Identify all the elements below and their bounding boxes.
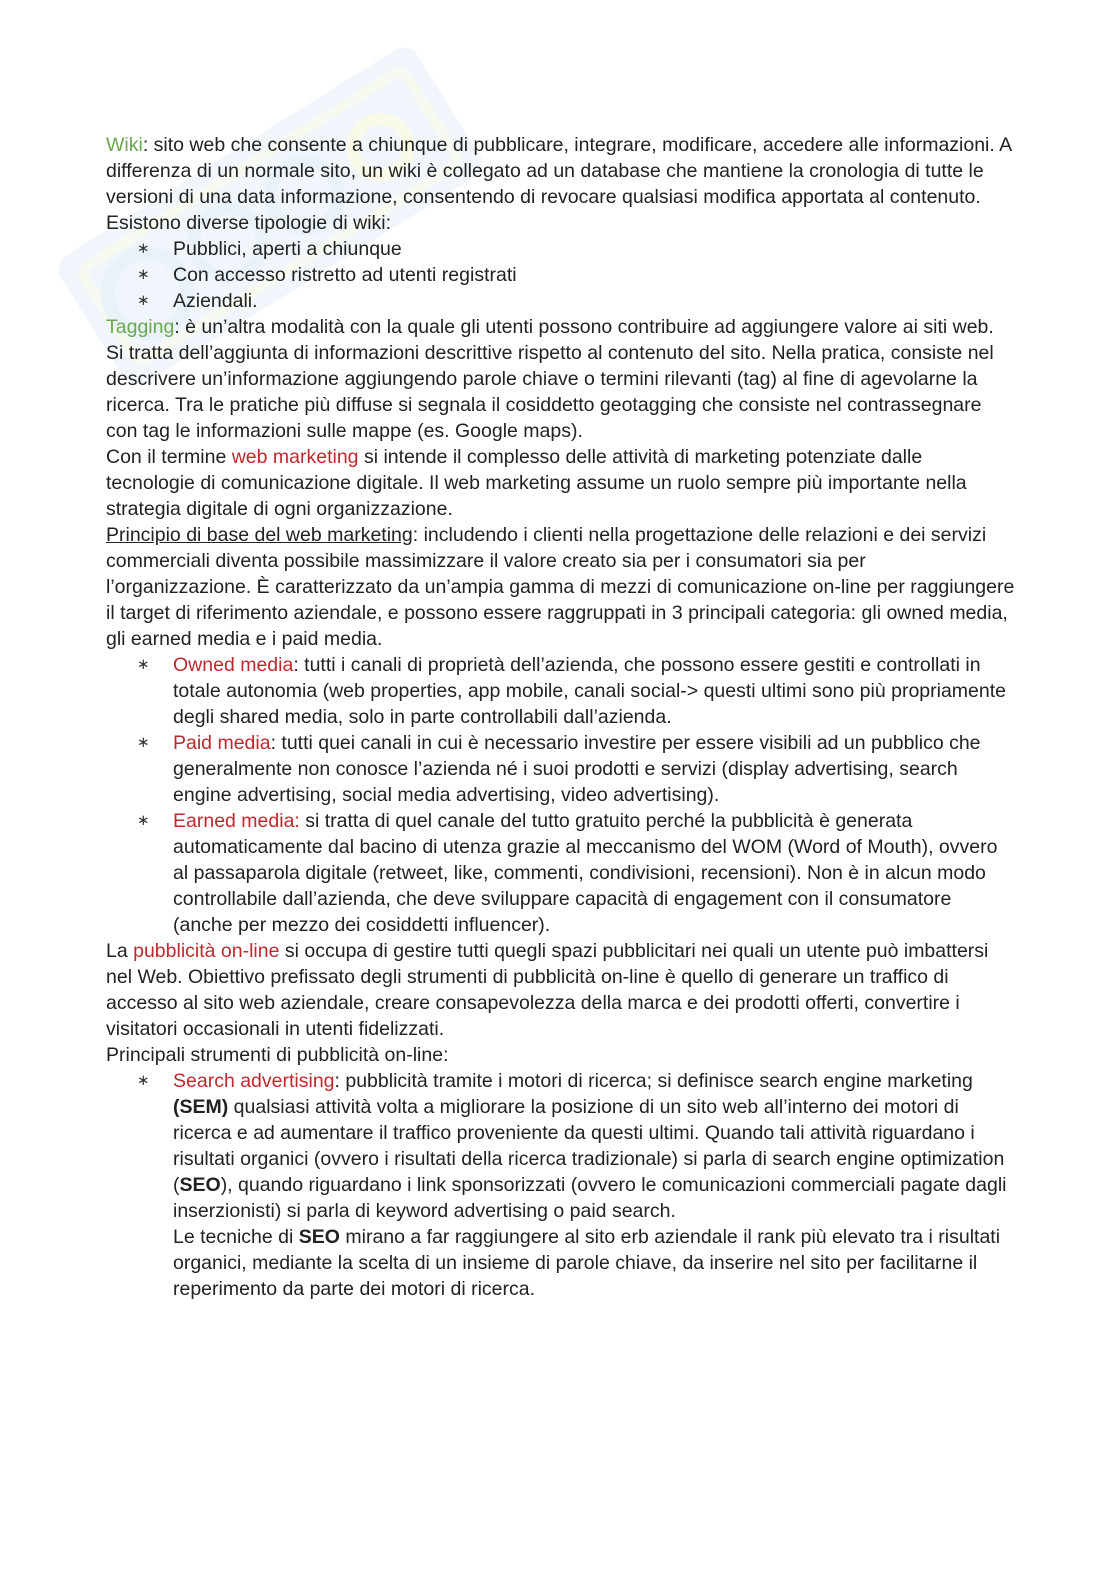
earned-media-text: si tratta di quel canale del tutto gratuito perché la pubblicità è generata automaticamente dal bacino di utenza grazie al meccanismo del WOM (Word of Mouth), ovvero al passaparola digitale (retweet, like, commenti, condivisioni, recensioni). Non è in alcun modo controllabile dall’azienda, che deve sviluppare capacità di engagement con il consumatore (anche per mezzo dei cosiddetti influencer). <box>173 810 998 936</box>
web-marketing-after: si intende il complesso delle attività di marketing potenziate dalle tecnologie di comunicazione digitale. Il web marketing assume un ruolo sempre più importante nella strategia digitale di ogni organizzazione. <box>106 446 967 520</box>
seo-techniques-before: Le tecniche di <box>173 1226 299 1248</box>
wiki-definition: : sito web che consente a chiunque di pubblicare, integrare, modificare, accedere alle informazioni. A differenza di un normale sito, un wiki è collegato ad un database che mantiene la cronologia di tutte le versioni di una data informazione, consentendo di revocare qualsiasi modifica apportata al contenuto. <box>106 134 1012 208</box>
pubblicita-paragraph <box>106 938 1016 1042</box>
list-item <box>173 730 1016 808</box>
seo-label: SEO <box>179 1174 221 1196</box>
media-list <box>106 652 1016 938</box>
principio-text: : includendo i clienti nella progettazione delle relazioni e dei servizi commerciali diventa possibile massimizzare il valore creato sia per i consumatori sia per l’organizzazione. È caratterizzato da un’ampia gamma di mezzi di comunicazione on-line per raggiungere il target di riferimento aziendale, e possono essere raggruppati in 3 principali categoria: gli owned media, gli earned media e i paid media. <box>106 524 1015 650</box>
pubblicita-after: si occupa di gestire tutti quegli spazi pubblicitari nei quali un utente può imbattersi nel Web. Obiettivo prefissato degli strumenti di pubblicità on-line è quello di generare un traffico di accesso al sito web aziendale, creare consapevolezza della marca e dei prodotti offerti, convertire i visitatori occasionali in utenti fidelizzati. <box>106 940 989 1040</box>
search-advertising-term: Search advertising <box>173 1070 335 1092</box>
list-item <box>173 652 1016 730</box>
search-advertising-text-1: : pubblicità tramite i motori di ricerca; si definisce search engine marketing <box>334 1070 973 1092</box>
paid-media-text: : tutti quei canali in cui è necessario investire per essere visibili ad un pubblico che generalmente non conosce l’azienda né i suoi prodotti e servizi (display advertising, search engine advertising, social media advertising, video advertising). <box>173 732 981 806</box>
web-marketing-before: Con il termine <box>106 446 232 468</box>
wiki-paragraph <box>106 132 1016 210</box>
web-marketing-paragraph <box>106 444 1016 522</box>
tagging-paragraph <box>106 314 1016 444</box>
principio-paragraph <box>106 522 1016 652</box>
seo-techniques-paragraph <box>173 1224 1016 1302</box>
tools-intro: Principali strumenti di pubblicità on-line: <box>106 1044 449 1066</box>
seo-techniques-after: mirano a far raggiungere al sito erb aziendale il rank più elevato tra i risultati organici, mediante la scelta di un insieme di parole chiave, da inserire nel sito per facilitarne il reperimento da parte dei motori di ricerca. <box>173 1226 1001 1300</box>
seo-label-2: SEO <box>298 1226 340 1248</box>
tagging-term: Tagging <box>106 316 175 338</box>
list-item: ∗ Aziendali. <box>173 288 1016 314</box>
list-item: ∗ Pubblici, aperti a chiunque <box>173 236 1016 262</box>
search-advertising-text-2: qualsiasi attività volta a migliorare la posizione di un sito web all’interno dei motori di ricerca e ad aumentare il traffico proveniente da questi ultimi. Quando tali attività riguardano i risultati organici (ovvero i risultati della ricerca tradizionale) si parla di search engine optimization ( <box>173 1096 1005 1196</box>
list-item <box>173 1068 1016 1302</box>
owned-media-text: : tutti i canali di proprietà dell’azienda, che possono essere gestiti e controllati in totale autonomia (web properties, app mobile, canali social-> questi ultimi sono più propriamente degli shared media, solo in parte controllabili dall’azienda. <box>173 654 1006 728</box>
wiki-term: Wiki <box>106 134 143 156</box>
web-marketing-term: web marketing <box>231 446 359 468</box>
tools-list <box>106 1068 1016 1302</box>
wiki-types-list <box>106 236 1016 314</box>
list-item <box>173 808 1016 938</box>
tagging-definition: : è un’altra modalità con la quale gli utenti possono contribuire ad aggiungere valore ai siti web. Si tratta dell’aggiunta di informazioni descrittive rispetto al contenuto del sito. Nella pratica, consiste nel descrivere un’informazione aggiungendo parole chiave o termini rilevanti (tag) al fine di agevolarne la ricerca. Tra le pratiche più diffuse si segnala il cosiddetto geotagging che consiste nel contrassegnare con tag le informazioni sulle mappe (es. Google maps). <box>106 316 994 442</box>
document-page <box>106 132 1016 1302</box>
earned-media-term: Earned media: <box>173 810 300 832</box>
list-item: ∗ Con accesso ristretto ad utenti registrati <box>173 262 1016 288</box>
paid-media-term: Paid media <box>173 732 271 754</box>
pubblicita-term: pubblicità on-line <box>133 940 280 962</box>
wiki-types-intro: Esistono diverse tipologie di wiki: <box>106 212 392 234</box>
pubblicita-before: La <box>106 940 134 962</box>
principio-term: Principio di base del web marketing <box>106 524 413 546</box>
search-advertising-text-3: ), quando riguardano i link sponsorizzati (ovvero le comunicazioni commerciali pagate dagli inserzionisti) si parla di keyword advertising o paid search. <box>173 1174 1007 1222</box>
sem-label: (SEM) <box>173 1096 229 1118</box>
owned-media-term: Owned media <box>173 654 294 676</box>
